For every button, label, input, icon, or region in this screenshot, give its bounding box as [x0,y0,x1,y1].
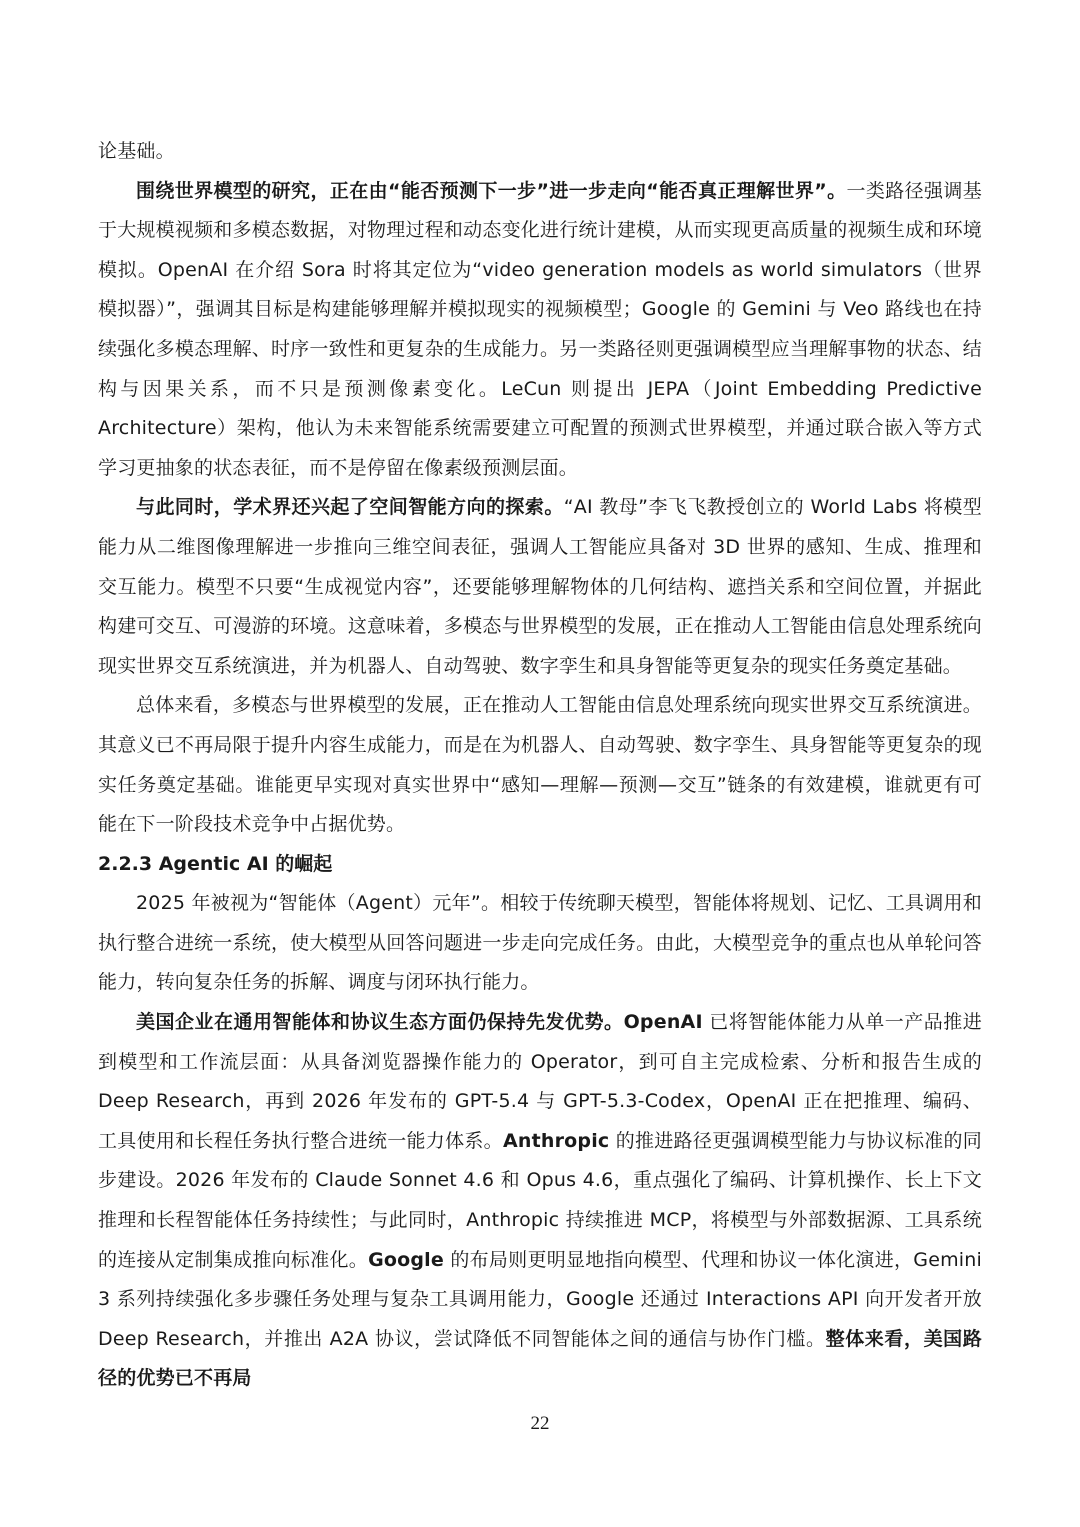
paragraph-lead-bold: 美国企业在通用智能体和协议生态方面仍保持先发优势。 [136,1011,624,1034]
paragraph-text: 一类路径强调基于大规模视频和多模态数据，对物理过程和动态变化进行统计建模，从而实现更高质量的视频生成和环境模拟。OpenAI 在介绍 Sora 时将其定位为“video generation models as world simulators（世界模拟器）”，强调其目标是构建能够理解并模拟现实的视频模型；Google 的 Gemini 与 Veo 路线也在持续强化多模态理解、时序一致性和更复杂的生成能力。另一类路径则更强调模型应当理解事物的状态、结构与因果关系，而不只是预测像素变化。LeCun 则提出 JEPA（Joint Embedding Predictive Architecture）架构，他认为未来智能系统需要建立可配置的预测式世界模型，并通过联合嵌入等方式学习更抽象的状态表征，而不是停留在像素级预测层面。 [98,179,982,479]
page-number: 22 [530,1413,550,1434]
document-body [98,132,982,1399]
paragraph-us-advantage [98,1003,982,1399]
company-name-anthropic: Anthropic [502,1129,610,1152]
paragraph-text: 已将智能体能力从单一产品推进到模型和工作流层面：从具备浏览器操作能力的 Operator，到可自主完成检索、分析和报告生成的 Deep Research，再到 2026 年发布的 GPT-5.4 与 GPT-5.3-Codex，OpenAI 正在把推理、编码、工具使用和长程任务执行整合进统一能力体系。 [98,1011,982,1152]
paragraph-spatial-intelligence [98,488,982,686]
paragraph-lead-bold: 围绕世界模型的研究，正在由“能否预测下一步”进一步走向“能否真正理解世界”。 [136,179,847,202]
paragraph-agent-year [98,884,982,1003]
paragraph-text: 的推进路径更强调模型能力与协议标准的同步建设。2026 年发布的 Claude Sonnet 4.6 和 Opus 4.6，重点强化了编码、计算机操作、长上下文推理和长程智能体任务持续性；与此同时，Anthropic 持续推进 MCP，将模型与外部数据源、工具系统的连接从定制集成推向标准化。 [98,1129,982,1271]
company-name-google: Google [368,1248,444,1271]
paragraph-lead-bold: 与此同时，学术界还兴起了空间智能方向的探索。 [136,496,564,519]
paragraph-text: 的布局则更明显地指向模型、代理和协议一体化演进，Gemini 3 系列持续强化多步骤任务处理与复杂工具调用能力，Google 还通过 Interactions API 向开发者开放 Deep Research，并推出 A2A 协议，尝试降低不同智能体之间的通信与协作门槛。 [98,1248,982,1350]
paragraph-text: 2025 年被视为“智能体（Agent）元年”。相较于传统聊天模型，智能体将规划、记忆、工具调用和执行整合进统一系统，使大模型从回答问题进一步走向完成任务。由此，大模型竞争的重点也从单轮问答能力，转向复杂任务的拆解、调度与闭环执行能力。 [98,892,982,994]
paragraph-text: 论基础。 [98,140,175,162]
paragraph-world-model [98,172,982,489]
paragraph-text: 总体来看，多模态与世界模型的发展，正在推动人工智能由信息处理系统向现实世界交互系统演进。其意义已不再局限于提升内容生成能力，而是在为机器人、自动驾驶、数字孪生、具身智能等更复杂的现实任务奠定基础。谁能更早实现对真实世界中“感知—理解—预测—交互”链条的有效建模，谁就更有可能在下一阶段技术竞争中占据优势。 [98,694,982,836]
section-heading: 2.2.3 Agentic AI 的崛起 [98,852,333,875]
paragraph-continuation [98,132,982,172]
company-name-openai: OpenAI [623,1011,703,1034]
paragraph-summary [98,686,982,844]
paragraph-closing-bold: 整体来看，美国路径的优势已不再局 [98,1327,982,1390]
paragraph-text: “AI 教母”李飞飞教授创立的 World Labs 将模型能力从二维图像理解进一步推向三维空间表征，强调人工智能应具备对 3D 世界的感知、生成、推理和交互能力。模型不只要“生成视觉内容”，还要能够理解物体的几何结构、遮挡关系和空间位置，并据此构建可交互、可漫游的环境。这意味着，多模态与世界模型的发展，正在推动人工智能由信息处理系统向现实世界交互系统演进，并为机器人、自动驾驶、数字孪生和具身智能等更复杂的现实任务奠定基础。 [98,496,982,677]
